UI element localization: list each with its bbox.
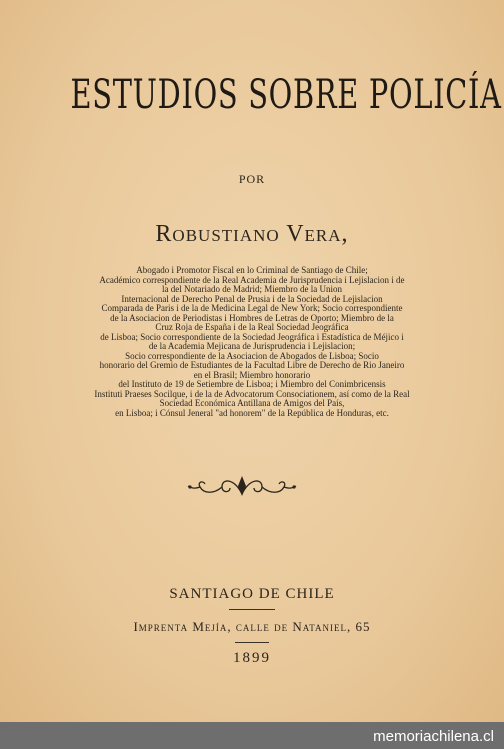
- credential-line: de Lisboa; Socio correspondiente de la Sociedad Jeográfica i Estadística de Méjico i: [100, 331, 404, 342]
- credential-line: honorario del Gremio de Estudiantes de la Facultad Libre de Derecho de Rio Janeiro: [99, 360, 405, 370]
- credential-line: Cruz Roja de España i de la Real Sociedad Jeográfica: [155, 322, 349, 332]
- credential-line: del Instituto de 19 de Setiembre de Lisboa; i Miembro del Conimbricensis: [118, 379, 386, 389]
- watermark: memoriachilena.cl: [373, 728, 494, 745]
- credential-line: en Lisboa; i Cónsul Jeneral "ad honorem" de la República de Honduras, etc.: [115, 407, 389, 418]
- credential-line: la del Notariado de Madrid; Miembro de la Union: [162, 284, 342, 294]
- credential-line: Sociedad Económica Antillana de Amigos del País,: [159, 398, 345, 408]
- author-credentials: [40, 266, 464, 418]
- printer-imprint: Imprenta Mejía, calle de Nataniel, 65: [133, 619, 371, 634]
- by-label: POR: [238, 172, 266, 186]
- credential-line: de la Asociacion de Periodistas i Hombres de Letras de Oporto; Miembro de la: [110, 312, 394, 323]
- credential-line: Comparada de Paris i de la de Medicina Legal de New York; Socio correspondiente: [101, 303, 403, 313]
- book-title: ESTUDIOS SOBRE POLICÍA: [70, 72, 502, 118]
- divider: [229, 609, 275, 610]
- author-name: Robustiano Vera,: [155, 221, 349, 247]
- publication-year: 1899: [233, 650, 271, 666]
- credential-line: en el Brasil; Miembro honorario: [193, 369, 311, 380]
- credential-line: Socio correspondiente de la Asociacion de Abogados de Lisboa; Socio: [125, 350, 379, 361]
- publication-city: SANTIAGO DE CHILE: [169, 586, 335, 602]
- ornament-icon: [186, 474, 298, 500]
- credential-line: Académico correspondiente de la Real Academia de Jurisprudencia i Lejislacion i de: [99, 274, 405, 285]
- credential-line: Abogado i Promotor Fiscal en lo Criminal de Santiago de Chile;: [136, 265, 368, 275]
- credential-line: Internacional de Derecho Penal de Prusia i de la Sociedad de Lejislacion: [121, 293, 383, 304]
- divider: [235, 642, 269, 643]
- credential-line: Instituti Praeses Socilque, i de la de Advocatorum Consociationem, así como de la Real: [94, 388, 410, 399]
- credential-line: de la Academia Mejicana de Jurisprudencia i Lejislacion;: [148, 341, 356, 351]
